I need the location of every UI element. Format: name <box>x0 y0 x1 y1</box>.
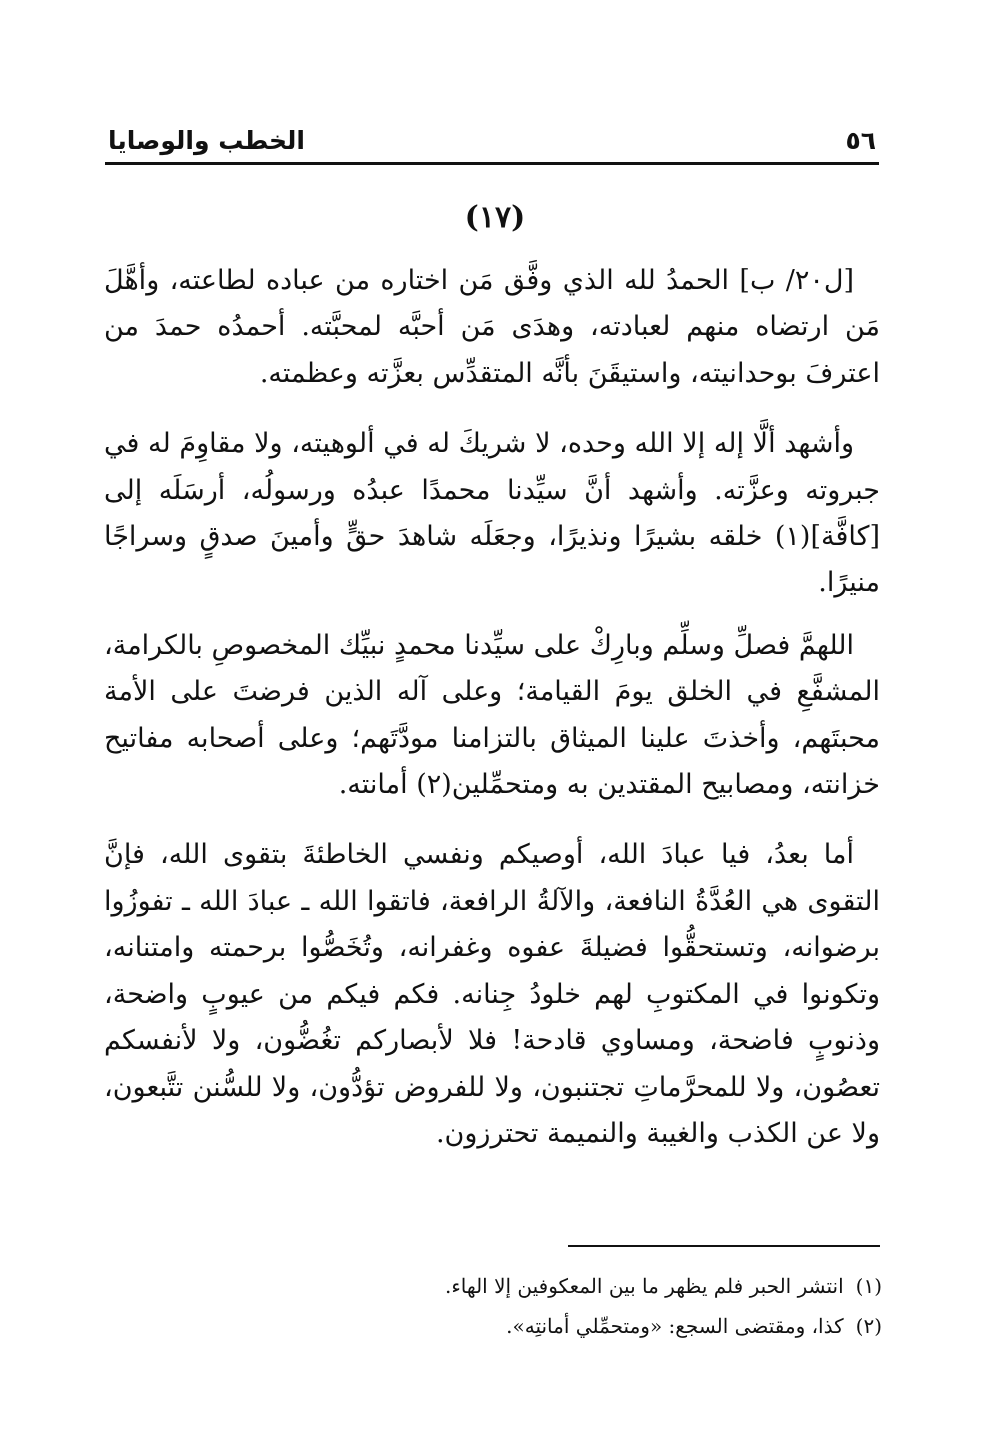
footnote-separator <box>568 1245 880 1247</box>
sermon-body <box>104 258 880 1157</box>
footnote-text: كذا، ومقتضى السجع: «ومتحمِّلي أمانتِه». <box>506 1314 844 1338</box>
footnote-marker: (١) <box>855 1274 882 1298</box>
paragraph-praise: [ل٢٠/ ب] الحمدُ لله الذي وفَّق مَن اختاره من عباده لطاعته، وأهَّلَ مَن ارتضاه منهم لعبادته، وهدَى مَن أحبَّه لمحبَّته. أحمدُه حمدَ من اعترفَ بوحدانيته، واستيقَنَ بأنَّه المتقدِّس بعزَّته وعظمته. <box>104 265 880 389</box>
paragraph-exhortation: أما بعدُ، فيا عبادَ الله، أوصيكم ونفسي الخاطئةَ بتقوى الله، فإنَّ التقوى هي العُدَّةُ النافعة، والآلةُ الرافعة، فاتقوا الله ـ عبادَ الله ـ تفوزُوا برضوانه، وتستحقُّوا فضيلةَ عفوه وغفرانه، وتُخَصُّوا برحمته وامتنانه، وتكونوا في المكتوبِ لهم خلودُ جِنانه. فكم فيكم من عيوبٍ واضحة، وذنوبٍ فاضحة، ومساوي قادحة! فلا لأبصاركم تغُضُّون، ولا لأنفسكم تعصُون، ولا للمحرَّماتِ تجتنبون، ولا للفروض تؤدُّون، ولا للسُّنن تتَّبعون، ولا عن الكذب والغيبة والنميمة تحترزون. <box>104 839 880 1149</box>
page-number: ٥٦ <box>845 125 876 155</box>
section-number: (١٧) <box>464 200 526 235</box>
footnotes <box>200 1266 882 1346</box>
book-title: الخطب والوصايا <box>108 125 305 155</box>
header-rule <box>105 162 879 165</box>
footnote-1 <box>200 1266 882 1306</box>
running-header <box>108 118 876 162</box>
footnote-2 <box>200 1306 882 1346</box>
paragraph-blessing: اللهمَّ فصلِّ وسلِّم وبارِكْ على سيِّدنا محمدٍ نبيِّك المخصوصِ بالكرامة، المشفَّعِ في الخلق يومَ القيامة؛ وعلى آله الذين فرضتَ على الأمة محبتَهم، وأخذتَ علينا الميثاق بالتزامنا مودَّتَهم؛ وعلى أصحابه مفاتيح خزانته، ومصابيح المقتدين به ومتحمِّلين(٢) أمانته. <box>104 629 880 801</box>
footnote-text: انتشر الحبر فلم يظهر ما بين المعكوفين إلا الهاء. <box>445 1274 844 1298</box>
footnote-marker: (٢) <box>855 1314 882 1338</box>
paragraph-testimony: وأشهد ألَّا إله إلا الله وحده، لا شريكَ له في ألوهيته، ولا مقاوِمَ له في جبروته وعزَّته. وأشهد أنَّ سيِّدنا محمدًا عبدُه ورسولُه، أرسَلَه إلى [كافَّة](١) خلقه بشيرًا ونذيرًا، وجعَلَه شاهدَ حقٍّ وأمينَ صدقٍ وسراجًا منيرًا. <box>104 428 880 599</box>
